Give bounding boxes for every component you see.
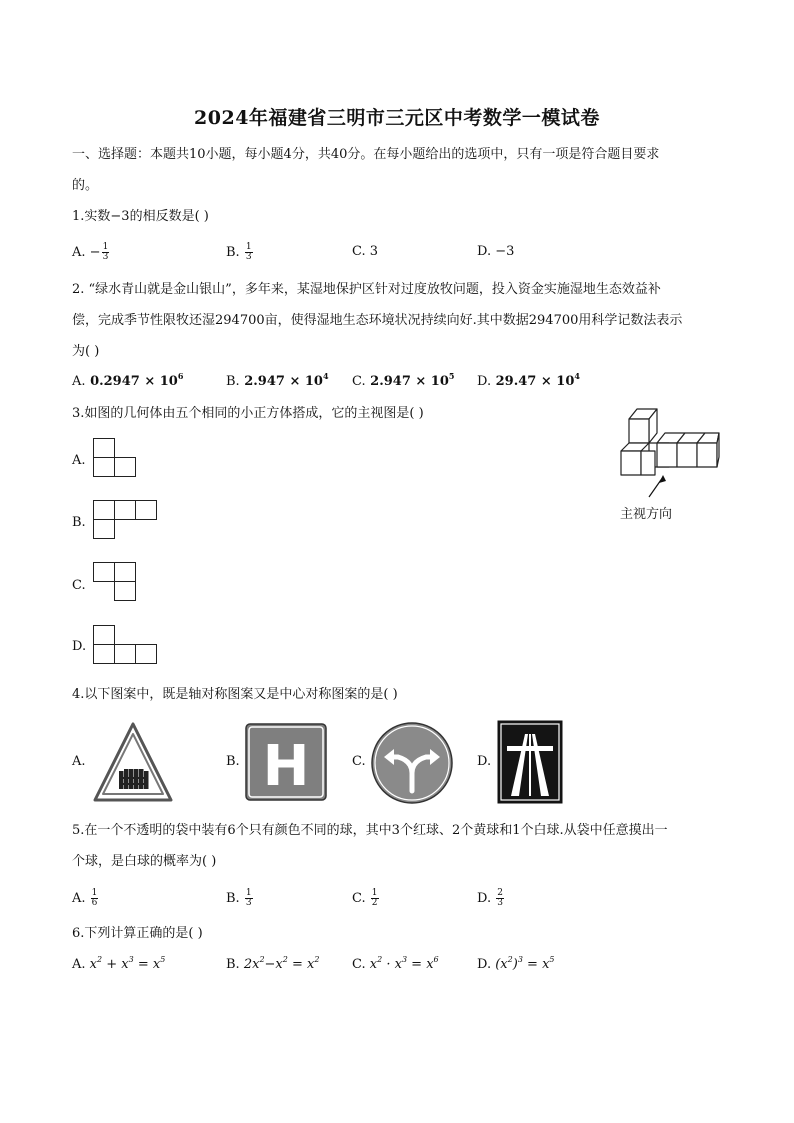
page-title: 2024年福建省三明市三元区中考数学一模试卷 xyxy=(194,107,600,129)
q5-option-a[interactable]: A. $\frac{1}{6}$ xyxy=(72,888,98,908)
q6-option-b[interactable]: B. $2x^2-x^2 = x^2$ xyxy=(226,955,320,972)
q6-stem: 6.下列计算正确的是( ) xyxy=(72,926,203,941)
q2-option-b[interactable]: B. $2.947 \times 10^4$ xyxy=(226,371,329,389)
q3-stem: 3.如图的几何体由五个相同的小正方体搭成，它的主视图是( ) xyxy=(72,406,424,421)
q5-stem-line2: 个球，是白球的概率为( ) xyxy=(72,854,217,869)
q5-option-b[interactable]: B. $\frac{1}{3}$ xyxy=(226,888,252,908)
q6-option-c[interactable]: C. $x^2 \cdot x^3 = x^6$ xyxy=(352,955,439,972)
q3-option-d-label[interactable]: D. xyxy=(72,639,87,654)
q2-option-d[interactable]: D. $29.47 \times 10^4$ xyxy=(477,371,580,389)
cube-figure xyxy=(615,405,725,500)
q4-option-b-label[interactable]: B. xyxy=(226,754,240,769)
q3-option-c-label[interactable]: C. xyxy=(72,578,86,593)
hospital-h-sign-icon[interactable] xyxy=(245,723,327,801)
q2-option-c[interactable]: C. $2.947 \times 10^5$ xyxy=(352,371,455,389)
q5-option-d[interactable]: D. $\frac{2}{3}$ xyxy=(477,888,503,908)
q5-stem-line1: 5.在一个不透明的袋中装有6个只有颜色不同的球，其中3个红球、2个黄球和1个白球.从袋中任意摸出一 xyxy=(72,823,668,838)
q5-option-c[interactable]: C. $\frac{1}{2}$ xyxy=(352,888,378,908)
q1-option-a[interactable]: A. − $\frac{1}{3}$ xyxy=(72,242,109,262)
q3-option-a-label[interactable]: A. xyxy=(72,453,86,468)
q4-option-d-label[interactable]: D. xyxy=(477,754,492,769)
q4-option-c-label[interactable]: C. xyxy=(352,754,366,769)
q6-option-a[interactable]: A. $x^2 + x^3 = x^5$ xyxy=(72,955,166,972)
q6-option-d[interactable]: D. $(x^2)^3 = x^5$ xyxy=(477,955,555,972)
q4-option-a-label[interactable]: A. xyxy=(72,754,86,769)
q2-stem-line2: 偿，完成季节性限牧还湿294700亩，使得湿地生态环境状况持续向好.其中数据294700用科学记数法表示 xyxy=(72,313,683,328)
railroad-crossing-sign-icon[interactable] xyxy=(91,720,175,804)
q1-option-b[interactable]: B. $\frac{1}{3}$ xyxy=(226,242,252,262)
view-direction-caption: 主视方向 xyxy=(620,507,673,522)
fork-arrow-sign-icon[interactable] xyxy=(370,721,454,805)
q1-option-c[interactable]: C. 3 xyxy=(352,244,379,259)
q1-option-d[interactable]: D. −3 xyxy=(477,244,515,259)
q4-stem: 4.以下图案中，既是轴对称图案又是中心对称图案的是( ) xyxy=(72,687,398,702)
expressway-sign-icon[interactable] xyxy=(497,720,563,804)
cube-top-front xyxy=(629,419,649,443)
q3-option-b-label[interactable]: B. xyxy=(72,515,86,530)
section-instructions-line1: 一、选择题：本题共10小题，每小题4分，共40分。在每小题给出的选项中，只有一项是符合题目要求 xyxy=(72,147,660,162)
q2-stem-line3: 为( ) xyxy=(72,344,100,359)
q1-stem: 1.实数−3的相反数是( ) xyxy=(72,209,209,224)
svg-text:H: H xyxy=(262,734,310,799)
q2-option-a[interactable]: A. $0.2947 \times 10^6$ xyxy=(72,371,184,389)
section-instructions-line2: 的。 xyxy=(72,178,99,193)
q2-stem-line1: 2. “绿水青山就是金山银山”，多年来，某湿地保护区针对过度放牧问题，投入资金实施湿地生态效益补 xyxy=(72,282,661,297)
